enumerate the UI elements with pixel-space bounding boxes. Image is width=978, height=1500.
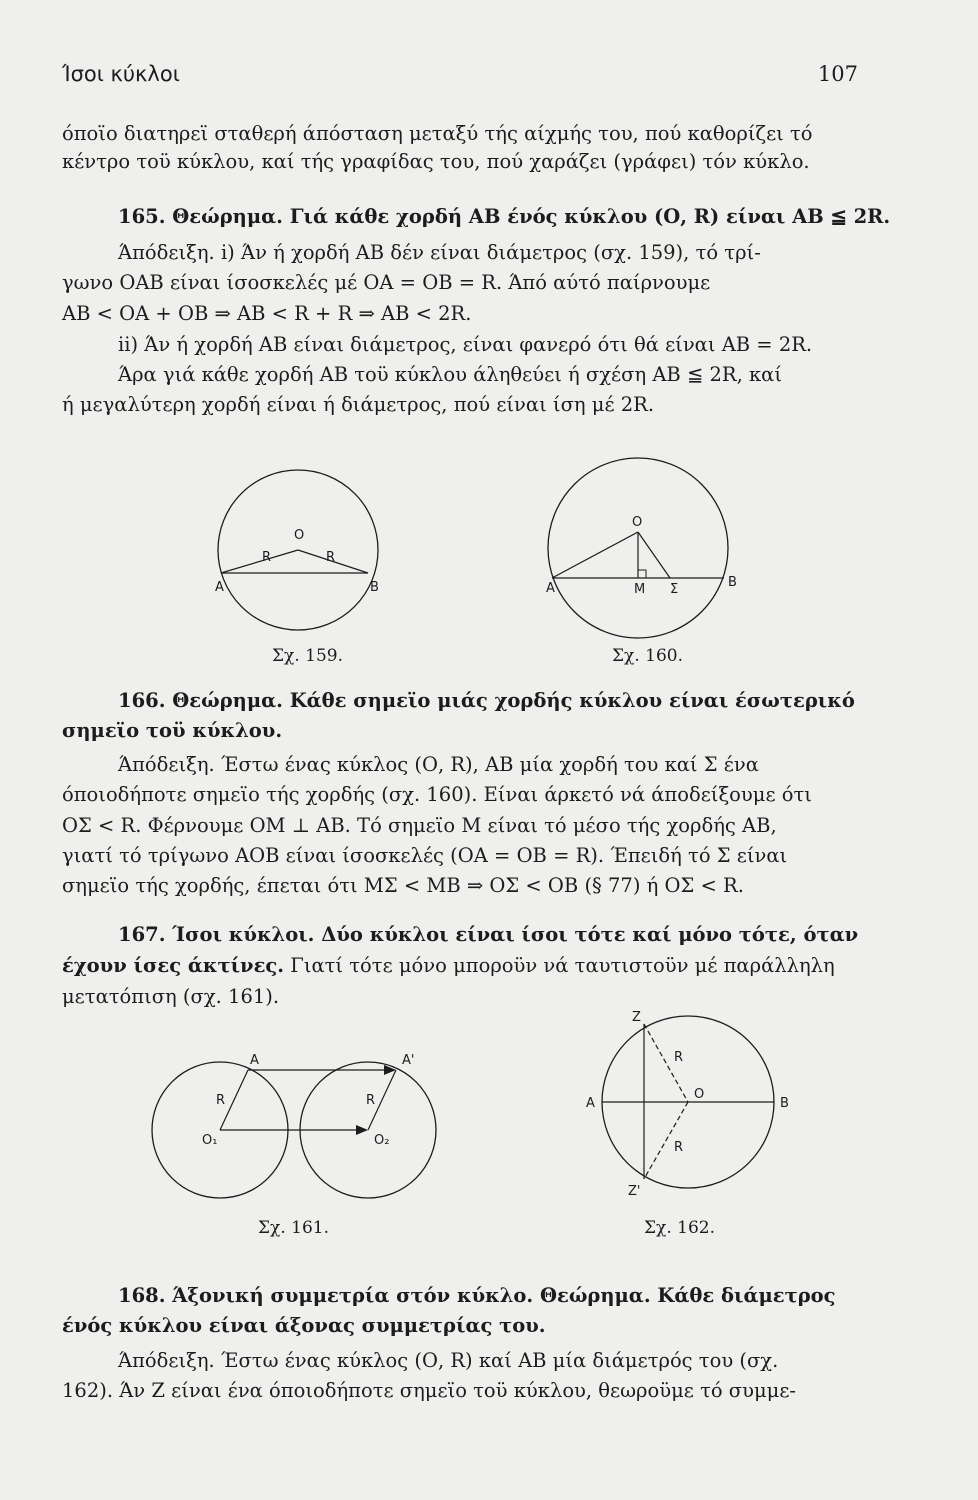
figure-162 (580, 1005, 810, 1215)
segment-oa (552, 532, 638, 578)
label-r: R (216, 1093, 226, 1108)
label-o1: O₁ (202, 1133, 218, 1148)
label-b: B (728, 575, 737, 590)
page-number: 107 (817, 62, 858, 86)
label-o2: O₂ (374, 1133, 390, 1148)
caption-162: Σχ. 162. (644, 1218, 715, 1238)
label-a: A (546, 581, 555, 596)
caption-160: Σχ. 160. (612, 646, 683, 666)
right-angle-mark (638, 570, 646, 578)
label-r: R (366, 1093, 376, 1108)
text-line: 162). Άν Ζ είναι ένα όποιοδήποτε σημεϊο τοϋ κύκλου, θεωροϋμε τό συμμε- (62, 1379, 797, 1402)
label-b: B (780, 1096, 789, 1111)
label-z-prime: Z' (628, 1184, 641, 1199)
caption-161: Σχ. 161. (258, 1218, 329, 1238)
caption-159: Σχ. 159. (272, 646, 343, 666)
label-a: A (215, 580, 224, 595)
label-b: B (370, 580, 379, 595)
text-line: ii) Άν ή χορδή ΑΒ είναι διάμετρος, είναι φανερό ότι θά είναι ΑΒ = 2R. (118, 333, 813, 356)
running-header (62, 62, 858, 86)
text-line: Άπόδειξη. i) Άν ή χορδή ΑΒ δέν είναι διάμετρος (σχ. 159), τό τρί- (118, 241, 761, 264)
text-line: Άπόδειξη. Έστω ένας κύκλος (Ο, R) καί ΑΒ μία διάμετρός του (σχ. (118, 1349, 779, 1372)
label-a-prime: A' (402, 1053, 415, 1068)
label-a: A (586, 1096, 595, 1111)
text-span: Γιατί τότε μόνο μποροϋν νά ταυτιστοϋν μέ παράλληλη (284, 954, 835, 977)
text-line: γωνο ΟΑΒ είναι ίσοσκελές μέ ΟΑ = ΟΒ = R. Άπό αύτό παίρνουμε (62, 271, 711, 294)
label-sigma: Σ (670, 582, 679, 597)
text-line: ΑΒ < ΟΑ + ΟΒ ⇒ ΑΒ < R + R ⇒ ΑΒ < 2R. (62, 302, 472, 325)
text-line: Άρα γιά κάθε χορδή ΑΒ τοϋ κύκλου άληθεύει ή σχέση ΑΒ ≦ 2R, καί (118, 363, 782, 386)
text-line: γιατί τό τρίγωνο ΑΟΒ είναι ίσοσκελές (ΟΑ = ΟΒ = R). Έπειδή τό Σ είναι (62, 844, 788, 867)
label-m: M (634, 582, 646, 597)
text-line: σημεϊο τής χορδής, έπεται ότι ΜΣ < ΜΒ ⇒ ΟΣ < ΟΒ (§ 77) ή ΟΣ < R. (62, 874, 744, 897)
label-z: Z (632, 1010, 641, 1025)
theorem-166-cont: σημεϊο τοϋ κύκλου. (62, 719, 283, 742)
figure-159 (210, 455, 430, 655)
figure-161 (130, 1040, 470, 1220)
label-o: O (294, 528, 305, 543)
theorem-168-cont: ένός κύκλου είναι άξονας συμμετρίας του. (62, 1314, 546, 1337)
bold-phrase: έχουν ίσες άκτίνες. (62, 954, 285, 977)
theorem-168: 168. Άξονική συμμετρία στόν κύκλο. Θεώρημα. Κάθε διάμετρος (118, 1284, 836, 1307)
segment-os (638, 532, 670, 578)
text-line: κέντρο τοϋ κύκλου, καί τής γραφίδας του, πού χαράζει (γράφει) τόν κύκλο. (62, 150, 810, 173)
label-r: R (326, 550, 336, 565)
text-line: Άπόδειξη. Έστω ένας κύκλος (Ο, R), ΑΒ μία χορδή του καί Σ ένα (118, 753, 759, 776)
arrow-head (356, 1125, 368, 1135)
label-r: R (674, 1050, 684, 1065)
label-r: R (674, 1140, 684, 1155)
text-line: όποϊο διατηρεϊ σταθερή άπόσταση μεταξύ τής αίχμής του, πού καθορίζει τό (62, 122, 813, 145)
text-line (62, 954, 862, 978)
figure-160 (520, 440, 750, 650)
radius-oa (221, 550, 298, 573)
text-line: ΟΣ < R. Φέρνουμε ΟΜ ⊥ ΑΒ. Τό σημεϊο Μ είναι τό μέσο τής χορδής ΑΒ, (62, 814, 777, 837)
chapter-title: Ίσοι κύκλοι (62, 62, 180, 86)
label-o: O (694, 1087, 705, 1102)
label-a: A (250, 1053, 259, 1068)
text-line: ή μεγαλύτερη χορδή είναι ή διάμετρος, πού είναι ίση μέ 2R. (62, 393, 655, 416)
text-line: μετατόπιση (σχ. 161). (62, 985, 280, 1008)
text-line: όποιοδήποτε σημεϊο τής χορδής (σχ. 160). Είναι άρκετό νά άποδείξουμε ότι (62, 783, 812, 806)
theorem-167: 167. Ίσοι κύκλοι. Δύο κύκλοι είναι ίσοι τότε καί μόνο τότε, όταν (118, 923, 859, 946)
label-r: R (262, 550, 272, 565)
theorem-165: 165. Θεώρημα. Γιά κάθε χορδή ΑΒ ένός κύκλου (Ο, R) είναι ΑΒ ≦ 2R. (118, 205, 891, 228)
label-o: O (632, 515, 643, 530)
theorem-166: 166. Θεώρημα. Κάθε σημεϊο μιάς χορδής κύκλου είναι έσωτερικό (118, 689, 855, 712)
